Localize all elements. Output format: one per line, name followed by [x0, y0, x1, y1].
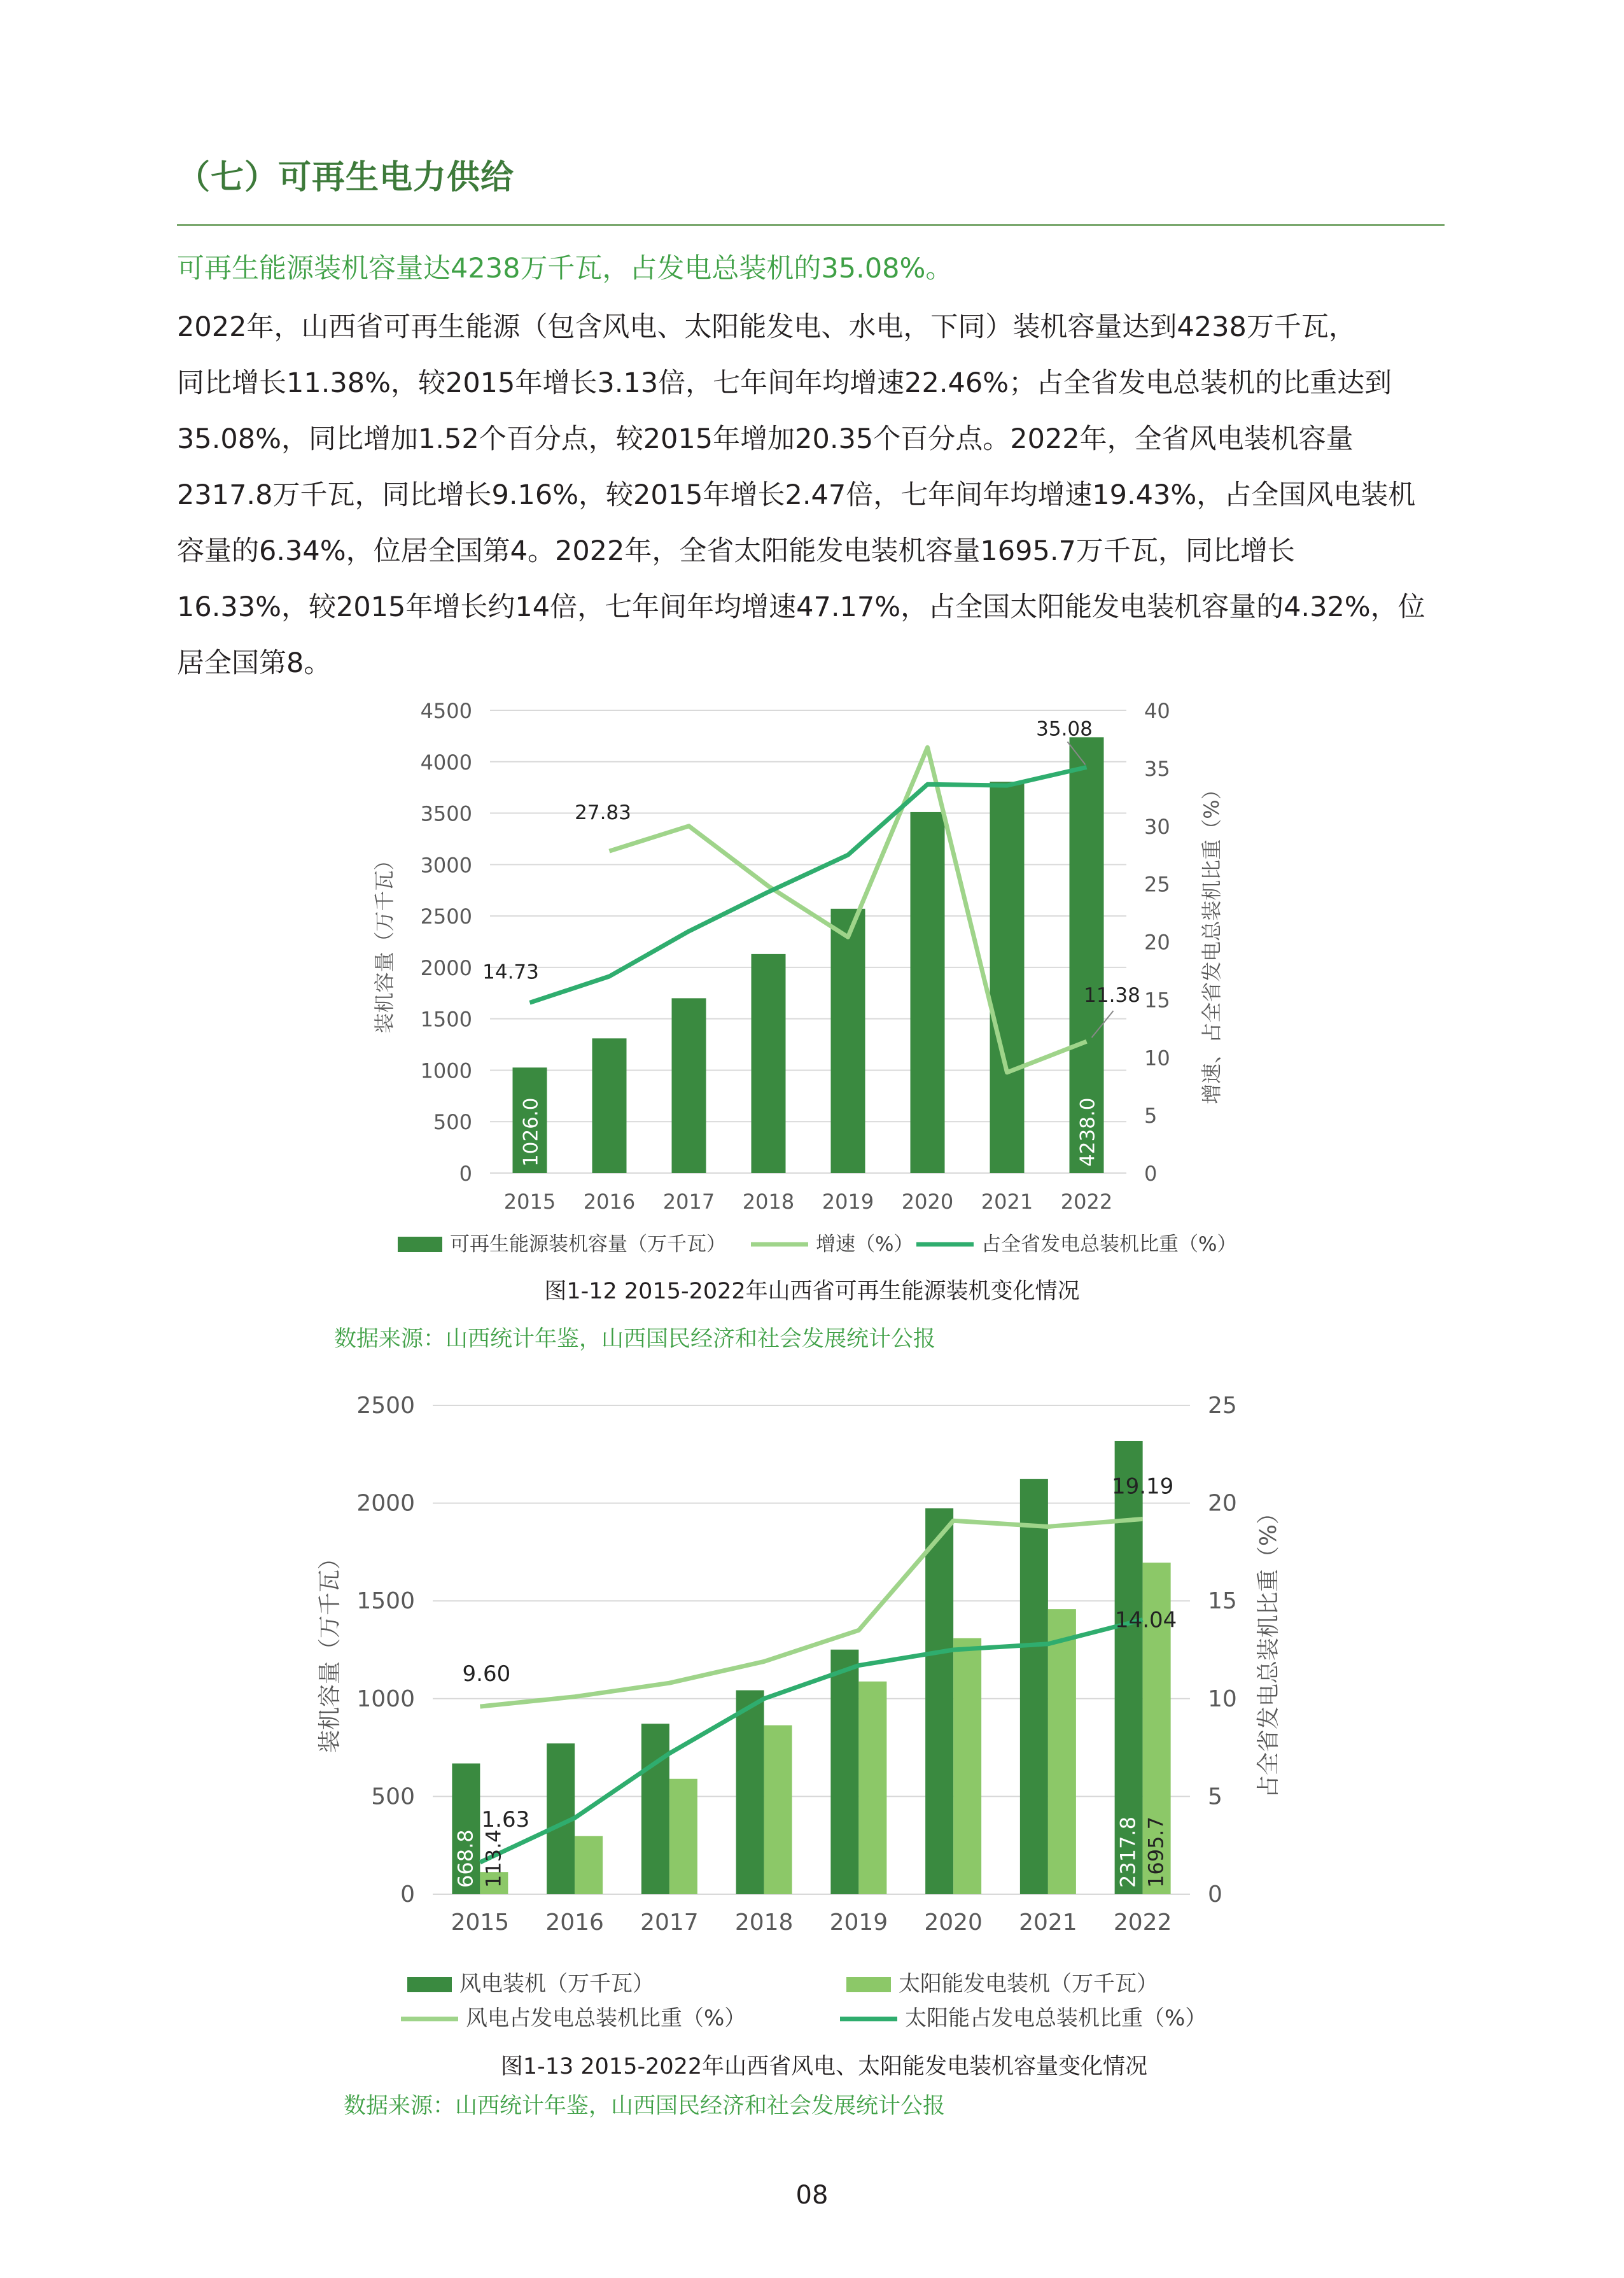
y2-tick-label: 0: [1144, 1162, 1158, 1186]
heading-rule: [177, 224, 1445, 226]
bar-primary: [925, 1508, 953, 1894]
paragraph-line: 同比增长11.38%，较2015年增长3.13倍，七年间年均增速22.46%；占全省发电总装机的比重达到: [177, 367, 1392, 399]
bar-primary: [830, 1650, 858, 1894]
x-tick-label: 2017: [662, 1190, 715, 1214]
legend-label: 增速（%）: [816, 1233, 914, 1256]
y2-tick-label: 15: [1144, 988, 1170, 1013]
x-tick-label: 2016: [545, 1909, 604, 1936]
legend-swatch-bar: [407, 1977, 452, 1992]
legend-swatch-bar: [398, 1237, 442, 1252]
y-tick-label: 500: [371, 1783, 415, 1810]
bar-primary: [990, 782, 1025, 1173]
y2-axis-title: 增速、占全省发电总装机比重（%）: [1200, 779, 1224, 1104]
y2-tick-label: 25: [1208, 1393, 1237, 1419]
solar-share-label: 14.04: [1114, 1607, 1177, 1633]
chart-renewable-capacity: [0, 687, 1624, 1362]
paragraph-line: 容量的6.34%，位居全国第4。2022年，全省太阳能发电装机容量1695.7万千瓦，同比增长: [177, 535, 1295, 567]
lead-sentence: 可再生能源装机容量达4238万千瓦，占发电总装机的35.08%。: [177, 253, 953, 285]
x-tick-label: 2015: [451, 1909, 510, 1936]
y-tick-label: 0: [400, 1881, 415, 1908]
page-number: 08: [795, 2181, 829, 2210]
x-tick-label: 2019: [829, 1909, 888, 1936]
y-tick-label: 3500: [420, 801, 472, 826]
y-tick-label: 4500: [420, 699, 472, 723]
body-paragraph: [177, 299, 1447, 691]
legend-label: 风电装机（万千瓦）: [459, 1971, 654, 1997]
share-label: 35.08: [1036, 717, 1093, 741]
growth-label: 11.38: [1084, 984, 1140, 1008]
bar-value-label: 113.4: [481, 1829, 506, 1888]
bar-value-label: 668.8: [453, 1829, 478, 1888]
legend-swatch-bar: [846, 1977, 891, 1992]
bar-secondary: [1048, 1609, 1076, 1894]
y2-tick-label: 40: [1144, 699, 1170, 723]
x-tick-label: 2021: [1019, 1909, 1077, 1936]
y-tick-label: 2500: [356, 1393, 415, 1419]
bar-primary: [672, 998, 706, 1173]
solar-share-label: 1.63: [481, 1806, 530, 1832]
bar-primary: [831, 909, 865, 1173]
y2-tick-label: 15: [1208, 1588, 1237, 1615]
y2-tick-label: 10: [1208, 1685, 1237, 1712]
y-tick-label: 1500: [356, 1588, 415, 1615]
bar-secondary: [575, 1836, 603, 1894]
paragraph-line: 16.33%，较2015年增长约14倍，七年间年均增速47.17%，占全国太阳能发电装机容量的4.32%，位: [177, 591, 1425, 623]
legend-label: 占全省发电总装机比重（%）: [981, 1233, 1237, 1256]
section-heading: （七）可再生电力供给: [177, 158, 515, 197]
bar-primary: [1020, 1479, 1048, 1894]
x-tick-label: 2022: [1060, 1190, 1113, 1214]
paragraph-line: 2317.8万千瓦，同比增长9.16%，较2015年增长2.47倍，七年间年均增速19.43%，占全国风电装机: [177, 479, 1416, 511]
bar-primary: [592, 1038, 627, 1173]
y-axis-title: 装机容量（万千瓦）: [317, 1546, 343, 1754]
bar-primary: [911, 812, 945, 1173]
bar-secondary: [669, 1779, 697, 1894]
x-tick-label: 2015: [503, 1190, 556, 1214]
bar-value-label: 1695.7: [1144, 1817, 1168, 1888]
chart-wind-solar-capacity: [0, 1381, 1624, 2145]
y2-tick-label: 20: [1144, 930, 1170, 955]
paragraph-line: 2022年，山西省可再生能源（包含风电、太阳能发电、水电，下同）装机容量达到4238万千瓦，: [177, 311, 1356, 343]
x-tick-label: 2018: [734, 1909, 794, 1936]
y-tick-label: 3000: [420, 853, 472, 878]
y-tick-label: 500: [433, 1110, 472, 1135]
paragraph-line: 35.08%，同比增加1.52个百分点，较2015年增加20.35个百分点。2022年，全省风电装机容量: [177, 423, 1354, 455]
bar-primary: [736, 1691, 764, 1894]
y2-tick-label: 5: [1144, 1104, 1158, 1128]
legend-label: 风电占发电总装机比重（%）: [466, 2006, 746, 2031]
x-tick-label: 2020: [901, 1190, 954, 1214]
share-label: 14.73: [482, 960, 539, 984]
x-tick-label: 2020: [924, 1909, 983, 1936]
x-tick-label: 2022: [1113, 1909, 1172, 1936]
y-tick-label: 2500: [420, 904, 472, 929]
bar-secondary: [858, 1682, 886, 1894]
bar-value-label: 4238.0: [1076, 1097, 1100, 1167]
bar-value-label: 2317.8: [1116, 1817, 1140, 1888]
paragraph-line: 居全国第8。: [177, 647, 332, 679]
x-tick-label: 2016: [583, 1190, 636, 1214]
y2-tick-label: 10: [1144, 1046, 1170, 1071]
y2-tick-label: 5: [1208, 1783, 1222, 1810]
bar-secondary: [953, 1638, 981, 1894]
y2-tick-label: 25: [1144, 872, 1170, 897]
growth-label: 27.83: [575, 801, 631, 825]
x-tick-label: 2018: [742, 1190, 795, 1214]
y-tick-label: 2000: [356, 1490, 415, 1517]
chart-title: 图1-12 2015-2022年山西省可再生能源装机变化情况: [544, 1279, 1080, 1304]
y-axis-title: 装机容量（万千瓦）: [372, 850, 396, 1034]
y2-tick-label: 20: [1208, 1490, 1237, 1517]
y-tick-label: 4000: [420, 750, 472, 775]
wind-share-label: 19.19: [1111, 1473, 1174, 1500]
legend-label: 可再生能源装机容量（万千瓦）: [450, 1233, 726, 1256]
chart-title: 图1-13 2015-2022年山西省风电、太阳能发电装机容量变化情况: [500, 2054, 1148, 2079]
bar-primary: [641, 1724, 669, 1894]
y-tick-label: 1000: [420, 1058, 472, 1083]
y-tick-label: 1000: [356, 1685, 415, 1712]
bar-primary: [752, 954, 786, 1173]
legend-label: 太阳能占发电总装机比重（%）: [905, 2006, 1207, 2031]
y-tick-label: 0: [459, 1162, 472, 1186]
wind-share-label: 9.60: [462, 1661, 511, 1687]
chart-source: 数据来源：山西统计年鉴，山西国民经济和社会发展统计公报: [344, 2093, 946, 2119]
x-tick-label: 2019: [822, 1190, 874, 1214]
legend-label: 太阳能发电装机（万千瓦）: [899, 1971, 1158, 1997]
bar-secondary: [764, 1726, 792, 1894]
y-tick-label: 2000: [420, 955, 472, 980]
chart-source: 数据来源：山西统计年鉴，山西国民经济和社会发展统计公报: [334, 1326, 936, 1352]
y2-tick-label: 35: [1144, 756, 1170, 781]
y-tick-label: 1500: [420, 1007, 472, 1032]
x-tick-label: 2017: [640, 1909, 699, 1936]
x-tick-label: 2021: [981, 1190, 1033, 1214]
y2-axis-title: 占全省发电总装机比重（%）: [1256, 1501, 1282, 1799]
y2-tick-label: 0: [1208, 1881, 1222, 1908]
bar-value-label: 1026.0: [519, 1097, 543, 1167]
y2-tick-label: 30: [1144, 814, 1170, 839]
